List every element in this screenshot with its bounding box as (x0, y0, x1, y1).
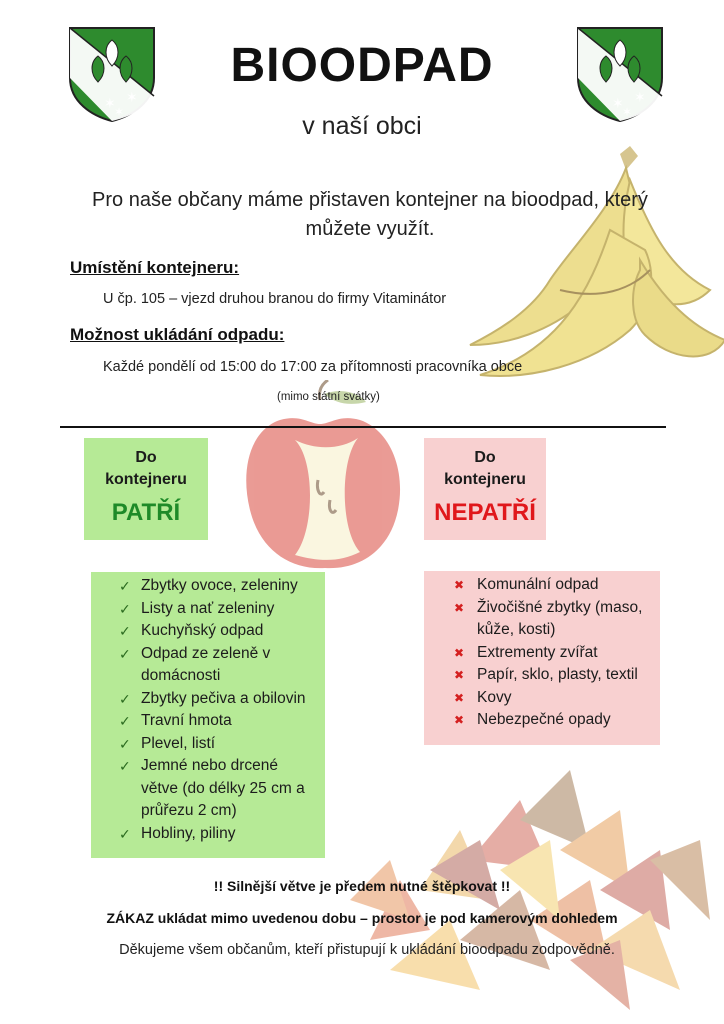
thanks-text: Děkujeme všem občanům, kteří přistupují k ukládání bioodpadu zodpovědně. (119, 942, 615, 958)
belongs-item-label: Kuchyňský odpad (141, 622, 264, 639)
intro-text: Pro naše občany máme přistaven kontejner na bioodpad, který můžete využít. (92, 189, 648, 240)
belongs-item (91, 688, 325, 711)
not-belongs-item (424, 687, 660, 710)
schedule-note: (mimo státní svátky) (277, 391, 380, 403)
not-belongs-list-box (424, 571, 660, 745)
branch-warning: !! Silnější větve je předem nutné štěpkovat !! (213, 878, 511, 894)
belongs-list-box (91, 572, 325, 858)
check-icon: ✓ (119, 623, 131, 639)
check-icon: ✓ (119, 713, 131, 729)
check-icon: ✓ (119, 645, 131, 662)
ban-notice: ZÁKAZ ukládat mimo uvedenou dobu – prostor je pod kamerovým dohledem (106, 910, 618, 926)
location-heading: Umístění kontejneru: (70, 258, 240, 277)
cross-icon: ✖ (454, 578, 465, 592)
not-belongs-item-label: Nebezpečné opady (477, 711, 611, 728)
page-title: BIOODPAD (230, 39, 494, 92)
cross-icon: ✖ (454, 713, 465, 727)
belongs-item-label: Hobliny, piliny (141, 824, 236, 842)
belongs-item (91, 575, 325, 598)
cross-icon: ✖ (454, 600, 465, 615)
belongs-item (91, 733, 325, 756)
belongs-item (91, 620, 325, 643)
svg-text:✶: ✶ (612, 96, 624, 112)
not-belongs-label: NEPATŘÍ (434, 499, 536, 526)
belongs-item (91, 643, 325, 688)
cross-icon: ✖ (454, 668, 465, 682)
belongs-item (91, 598, 325, 621)
belongs-item (91, 823, 325, 846)
belongs-item-label: Travní hmota (141, 712, 232, 729)
not-belongs-item (424, 642, 660, 665)
not-belongs-header-box (424, 438, 546, 540)
svg-text:✶: ✶ (104, 96, 116, 112)
belongs-item-label: Jemné nebo drcené větve (do délky 25 cm a průřezu 2 cm) (141, 757, 305, 819)
not-belongs-item (424, 597, 660, 642)
belongs-item-label: Zbytky ovoce, zeleniny (141, 577, 298, 594)
not-belongs-item-label: Komunální odpad (477, 576, 599, 593)
location-text: U čp. 105 – vjezd druhou branou do firmy Vitaminátor (103, 291, 447, 307)
not-belongs-item-label: Kovy (477, 688, 512, 706)
belongs-label: PATŘÍ (111, 499, 181, 526)
belongs-item-label: Plevel, listí (141, 734, 216, 752)
belongs-item (91, 755, 325, 823)
schedule-heading: Možnost ukládání odpadu: (70, 325, 285, 344)
check-icon: ✓ (119, 735, 131, 752)
belongs-line1: Do (135, 449, 157, 466)
section-divider (60, 426, 666, 428)
check-icon: ✓ (119, 578, 131, 594)
not-belongs-list (424, 574, 660, 732)
check-icon: ✓ (119, 690, 131, 707)
not-belongs-item-label: Extrementy zvířat (477, 643, 598, 661)
not-belongs-line2: kontejneru (444, 471, 526, 488)
belongs-header-box (84, 438, 208, 540)
belongs-line2: kontejneru (105, 471, 187, 488)
not-belongs-item (424, 574, 660, 597)
belongs-item-label: Zbytky pečiva a obilovin (141, 689, 306, 707)
belongs-item-label: Listy a nať zeleniny (141, 599, 275, 617)
belongs-item-label: Odpad ze zeleně v domácnosti (141, 644, 271, 684)
svg-text:✶: ✶ (126, 90, 138, 106)
svg-text:✶: ✶ (634, 90, 646, 106)
not-belongs-line1: Do (474, 449, 496, 466)
not-belongs-item (424, 709, 660, 732)
schedule-text: Každé pondělí od 15:00 do 17:00 za přítomnosti pracovníka obce (103, 359, 523, 375)
not-belongs-item-label: Papír, sklo, plasty, textil (477, 666, 638, 683)
not-belongs-item-label: Živočišné zbytky (maso, kůže, kosti) (477, 598, 643, 638)
check-icon: ✓ (119, 758, 131, 774)
svg-text:✶: ✶ (114, 105, 125, 119)
check-icon: ✓ (119, 825, 131, 842)
svg-text:✶: ✶ (622, 105, 633, 119)
not-belongs-item (424, 664, 660, 687)
belongs-item (91, 710, 325, 733)
cross-icon: ✖ (454, 690, 465, 705)
page-subtitle: v naší obci (302, 112, 422, 140)
belongs-list (91, 575, 325, 845)
apple-core-illustration (240, 380, 410, 580)
check-icon: ✓ (119, 600, 131, 617)
cross-icon: ✖ (454, 645, 465, 660)
